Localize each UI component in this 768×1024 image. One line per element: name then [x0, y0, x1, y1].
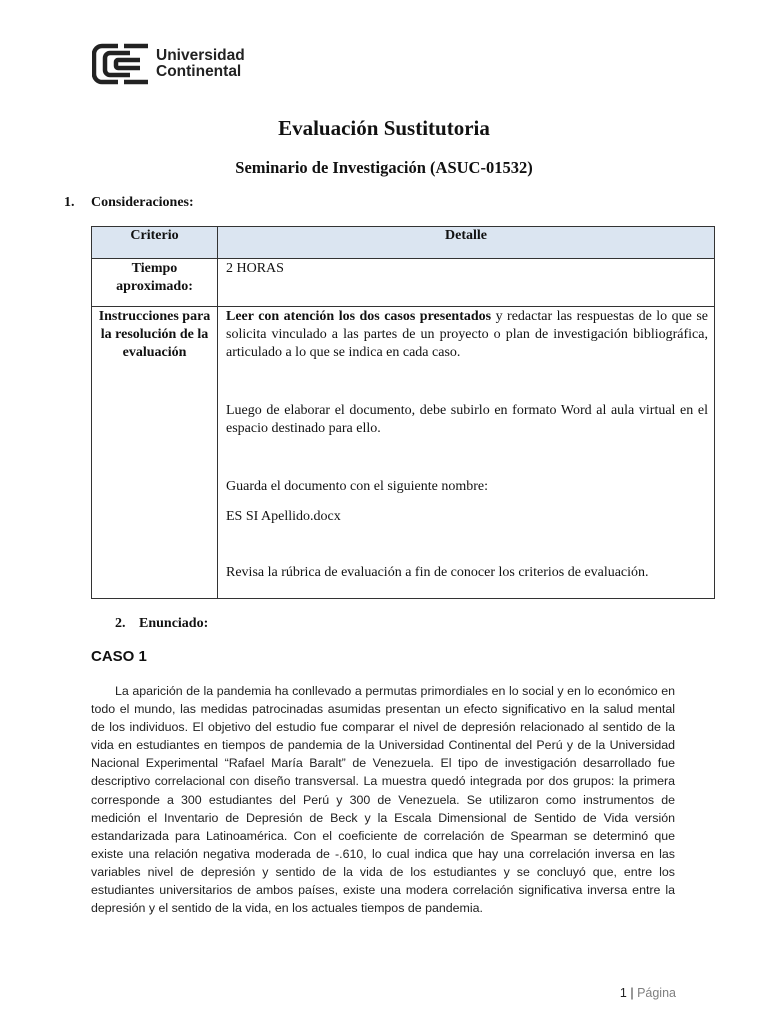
section-number: 2.: [115, 616, 126, 631]
university-logo-icon: [92, 42, 150, 86]
page-label: Página: [637, 986, 676, 1000]
university-logo-text: [156, 48, 245, 80]
instruction-bold: Leer con atención los dos casos presentados: [226, 309, 492, 324]
instruction-paragraph: Revisa la rúbrica de evaluación a fin de conocer los criterios de evaluación.: [226, 565, 649, 580]
university-logo: [92, 42, 245, 86]
caso-paragraph: La aparición de la pandemia ha conllevado a permutas primordiales en lo social y en lo económico en todo el mundo, las medidas patrocinadas asumidas presentan un efecto significativo en la salud mental de los individuos. El objetivo del estudio fue comparar el nivel de depresión relacionado al sentido de la vida en estudiantes en tiempos de pandemia de la Universidad Continental del Perú y de la Universidad Nacional Experimental “Rafael María Baralt” de Venezuela. El tipo de investigación desarrollado fue descriptivo correlacional con diseño transversal. La muestra quedó integrada por dos grupos: la primera corresponde a 300 estudiantes del Perú y 300 de Venezuela. Se utilizaron como instrumentos de medición el Inventario de Depresión de Beck y la Escala Dimensional de Sentido de Vida versión estandarizada para Latinoamérica. Con el coeficiente de correlación de Spearman se determinó que existe una relación negativa moderada de -.610, lo cual indica que hay una correlación inversa en las variables nivel de depresión y sentido de la vida de los estudiantes y se concluyó que, entre los estudiantes universitarios de ambos países, existe una modera correlación significativa inversa entre la depresión y el sentido de la vida, en los actuales tiempos de pandemia.: [91, 684, 675, 916]
document-title: Evaluación Sustitutoria: [278, 116, 490, 140]
criterio-cell: Tiempo aproximado:: [92, 259, 218, 307]
detalle-cell: 2 HORAS: [218, 259, 715, 307]
instruction-rest: y redactar las respuestas de lo que se solicita vinculado a las partes de un proyecto o plan de investigación bibliográfica, articulado a lo que se indica en cada caso.: [226, 309, 708, 360]
criteria-table: [91, 226, 715, 599]
caso-title: CASO 1: [91, 648, 147, 665]
table-header-row: [92, 227, 715, 259]
logo-line-2: Continental: [156, 63, 242, 80]
table-row: [92, 259, 715, 307]
section-consideraciones: [64, 195, 194, 211]
page-footer: [600, 986, 676, 1000]
section-enunciado: [115, 616, 208, 632]
instruction-paragraph: Luego de elaborar el documento, debe subirlo en formato Word al aula virtual en el espacio destinado para ello.: [226, 403, 708, 436]
instruction-filename: ES SI Apellido.docx: [226, 509, 341, 524]
document-subtitle: Seminario de Investigación (ASUC-01532): [235, 158, 533, 177]
section-number: 1.: [64, 195, 75, 210]
instruction-paragraph: [226, 308, 708, 362]
instructions-cell: [218, 307, 715, 599]
footer-separator: |: [630, 986, 634, 1000]
header-criterio: Criterio: [92, 227, 218, 259]
page-number: 1: [619, 986, 627, 1000]
section-label: Consideraciones:: [91, 195, 194, 210]
table-row: [92, 307, 715, 599]
logo-line-1: Universidad: [156, 47, 245, 64]
instruction-paragraph: Guarda el documento con el siguiente nombre:: [226, 479, 489, 494]
criterio-cell: Instrucciones para la resolución de la evaluación: [92, 307, 218, 599]
header-detalle: Detalle: [218, 227, 715, 259]
section-label: Enunciado:: [139, 616, 209, 631]
